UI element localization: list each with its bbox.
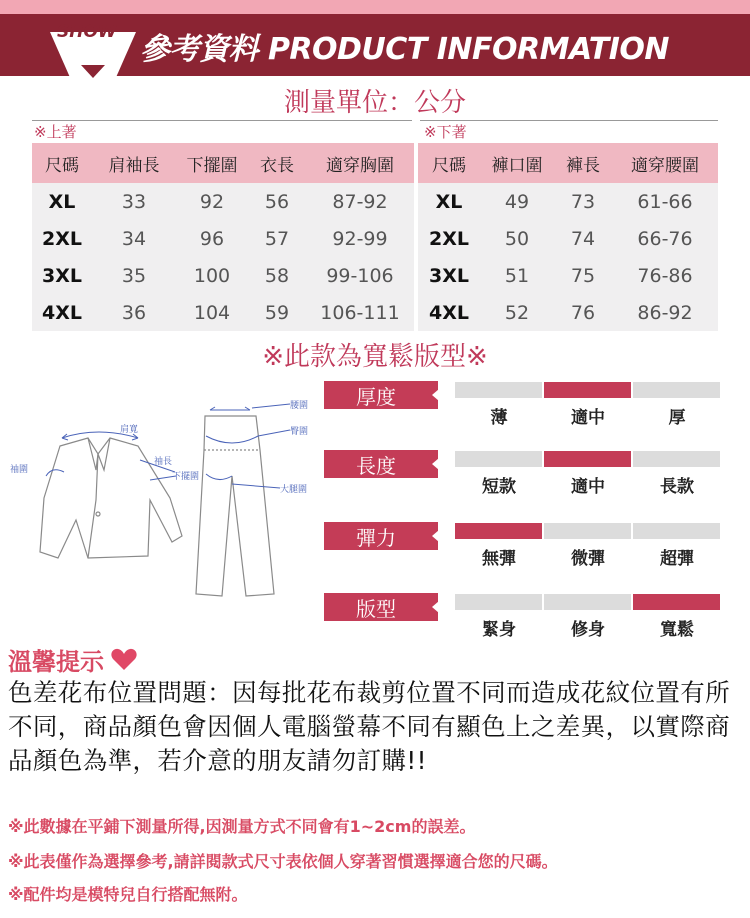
heart-icon bbox=[110, 648, 138, 672]
attribute-bar-selected bbox=[544, 382, 631, 398]
attribute-option-label: 超彈 bbox=[660, 549, 694, 569]
size-cell: 2XL bbox=[429, 227, 469, 250]
table-cell: 56 bbox=[264, 190, 290, 213]
top-table-border bbox=[32, 120, 412, 121]
table-cell: 57 bbox=[264, 227, 290, 250]
size-cell: XL bbox=[435, 190, 463, 213]
top-table-header bbox=[32, 143, 414, 183]
label-hem: 下擺圍 bbox=[172, 472, 200, 482]
table-row bbox=[32, 183, 414, 220]
top-header-cell: 尺碼 bbox=[45, 155, 79, 176]
table-cell: 35 bbox=[121, 264, 147, 287]
header-banner bbox=[0, 14, 750, 76]
attribute-option-label: 緊身 bbox=[482, 620, 516, 640]
note-accessories: ※配件均是模特兒自行搭配無附。 bbox=[8, 885, 248, 904]
attribute-bar-selected bbox=[544, 451, 631, 467]
attribute-tag: 厚度 bbox=[324, 381, 438, 409]
size-cell: 3XL bbox=[42, 264, 82, 287]
top-header-cell: 肩袖長 bbox=[108, 155, 160, 176]
table-cell: 61-66 bbox=[637, 190, 693, 213]
unit-line: 測量單位：公分 bbox=[283, 88, 466, 118]
table-cell: 58 bbox=[264, 264, 290, 287]
table-cell: 92 bbox=[199, 190, 225, 213]
attribute-tag: 長度 bbox=[324, 450, 438, 478]
table-cell: 66-76 bbox=[637, 227, 693, 250]
table-row bbox=[418, 183, 718, 220]
tips-title-text: 溫馨提示 bbox=[8, 648, 104, 676]
table-cell: 51 bbox=[504, 264, 530, 287]
attribute-bar bbox=[633, 382, 720, 398]
table-cell: 50 bbox=[504, 227, 530, 250]
attribute-option-label: 薄 bbox=[490, 408, 508, 428]
size-cell: 4XL bbox=[429, 301, 469, 324]
tips-title bbox=[8, 642, 138, 677]
label-thigh: 大腿圍 bbox=[280, 485, 308, 495]
size-cell: 3XL bbox=[429, 264, 469, 287]
attribute-option-label: 修身 bbox=[571, 620, 605, 640]
attribute-option-label: 厚 bbox=[668, 408, 686, 428]
page-title: 參考資料 PRODUCT INFORMATION bbox=[140, 32, 670, 67]
table-cell: 100 bbox=[193, 264, 231, 287]
table-cell: 106-111 bbox=[320, 301, 400, 324]
show-label: SHOW bbox=[57, 22, 117, 42]
table-row bbox=[32, 220, 414, 257]
attribute-bar-selected bbox=[455, 523, 542, 539]
attribute-tag: 彈力 bbox=[324, 522, 438, 550]
table-cell: 33 bbox=[121, 190, 147, 213]
attribute-bar bbox=[633, 451, 720, 467]
attribute-option-label: 微彈 bbox=[571, 549, 605, 569]
table-cell: 76-86 bbox=[637, 264, 693, 287]
table-cell: 87-92 bbox=[332, 190, 388, 213]
table-cell: 99-106 bbox=[326, 264, 394, 287]
color-difference-notice: 色差花布位置問題：因每批花布裁剪位置不同而造成花紋位置有所不同，商品顏色會因個人電腦螢幕不同有顯色上之差異，以實際商品顏色為準，若介意的朋友請勿訂購!! bbox=[8, 678, 731, 775]
attribute-option-label: 適中 bbox=[571, 477, 605, 497]
table-cell: 76 bbox=[570, 301, 596, 324]
attribute-option-label: 無彈 bbox=[482, 549, 516, 569]
top-pink-strip bbox=[0, 0, 750, 14]
attribute-bar bbox=[544, 594, 631, 610]
table-row bbox=[418, 257, 718, 294]
label-sleeve-len: 袖長 bbox=[154, 457, 173, 467]
fit-note: ※此款為寬鬆版型※ bbox=[262, 342, 488, 372]
attribute-bar bbox=[455, 451, 542, 467]
size-cell: 2XL bbox=[42, 227, 82, 250]
table-cell: 75 bbox=[570, 264, 596, 287]
top-header-cell: 衣長 bbox=[260, 155, 294, 176]
table-row bbox=[32, 257, 414, 294]
garment-measurement-illustration bbox=[0, 380, 330, 620]
attribute-option-label: 短款 bbox=[482, 477, 516, 497]
bottom-header-cell: 褲長 bbox=[566, 155, 600, 176]
top-size-table bbox=[32, 143, 414, 331]
note-measurement: ※此數據在平鋪下測量所得,因測量方式不同會有1~2cm的誤差。 bbox=[8, 817, 476, 836]
table-cell: 36 bbox=[121, 301, 147, 324]
label-sleeve-circ: 袖圍 bbox=[10, 465, 29, 475]
label-shoulder: 肩寬 bbox=[120, 425, 139, 435]
table-row bbox=[418, 294, 718, 331]
table-cell: 104 bbox=[193, 301, 231, 324]
bottom-group-label: ※下著 bbox=[424, 123, 467, 141]
bottom-header-cell: 褲口圍 bbox=[491, 155, 543, 176]
top-header-cell: 下擺圍 bbox=[186, 155, 238, 176]
table-cell: 49 bbox=[504, 190, 530, 213]
attribute-tag: 版型 bbox=[324, 593, 438, 621]
attribute-bar bbox=[455, 594, 542, 610]
table-cell: 74 bbox=[570, 227, 596, 250]
attribute-bar bbox=[633, 523, 720, 539]
bottom-table-header bbox=[418, 143, 718, 183]
label-waist: 腰圍 bbox=[290, 401, 309, 411]
table-cell: 96 bbox=[199, 227, 225, 250]
bottom-header-cell: 尺碼 bbox=[432, 155, 466, 176]
table-cell: 59 bbox=[264, 301, 290, 324]
size-cell: XL bbox=[48, 190, 76, 213]
bottom-header-cell: 適穿腰圍 bbox=[631, 155, 699, 176]
attribute-bar bbox=[455, 382, 542, 398]
attribute-bar bbox=[544, 523, 631, 539]
table-row bbox=[418, 220, 718, 257]
attribute-option-label: 適中 bbox=[571, 408, 605, 428]
table-row bbox=[32, 294, 414, 331]
table-cell: 86-92 bbox=[637, 301, 693, 324]
table-cell: 52 bbox=[504, 301, 530, 324]
size-cell: 4XL bbox=[42, 301, 82, 324]
note-size-reference: ※此表僅作為選擇參考,請詳閱款式尺寸表依個人穿著習慣選擇適合您的尺碼。 bbox=[8, 852, 558, 871]
top-header-cell: 適穿胸圍 bbox=[326, 155, 394, 176]
table-cell: 73 bbox=[570, 190, 596, 213]
attribute-bar-selected bbox=[633, 594, 720, 610]
top-group-label: ※上著 bbox=[34, 123, 77, 141]
bottom-size-table bbox=[418, 143, 718, 331]
attribute-option-label: 長款 bbox=[660, 477, 694, 497]
attribute-option-label: 寬鬆 bbox=[660, 620, 694, 640]
table-cell: 92-99 bbox=[332, 227, 388, 250]
label-hip: 臀圍 bbox=[290, 427, 309, 437]
table-cell: 34 bbox=[121, 227, 147, 250]
